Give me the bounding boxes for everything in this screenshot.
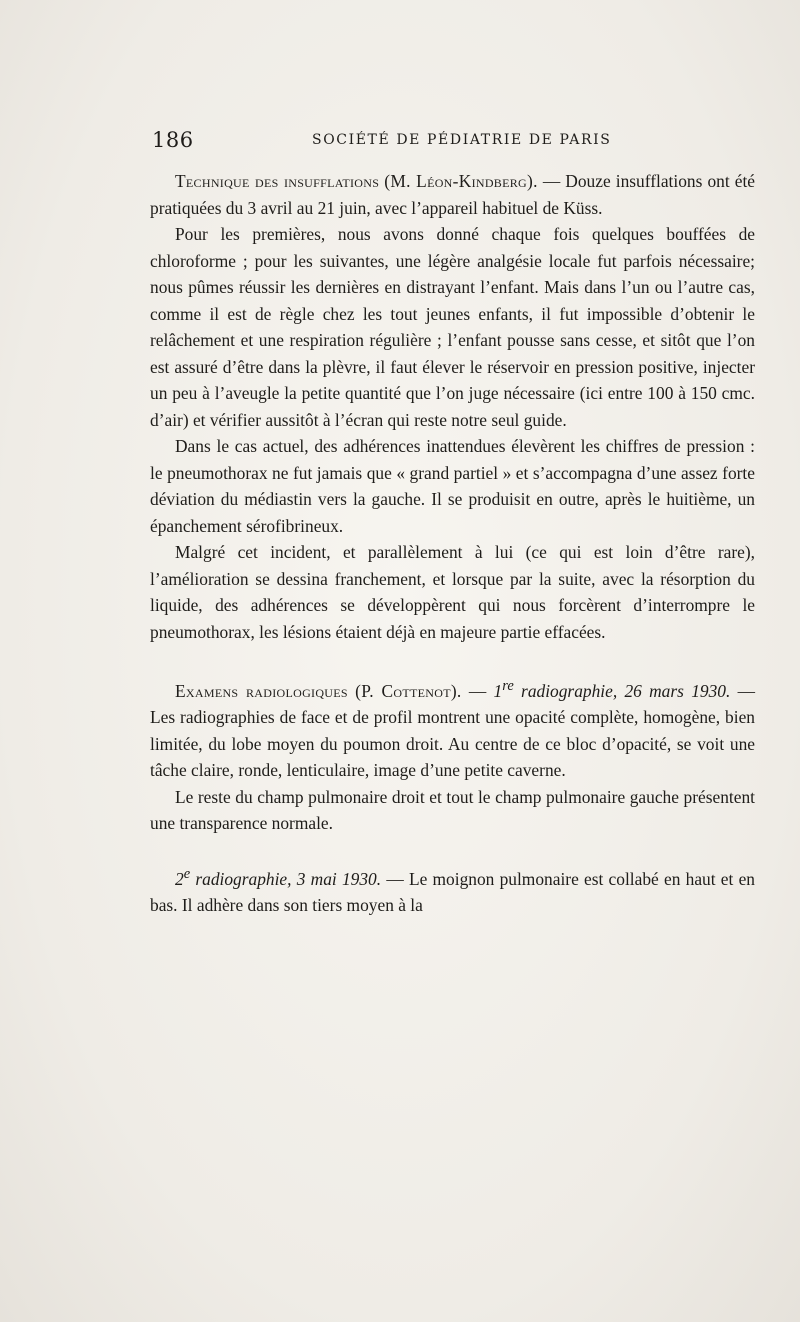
section-gap <box>150 645 755 673</box>
section-gap <box>150 837 755 861</box>
radiographie-label-2: 2e radiographie, 3 mai 1930. <box>175 865 382 889</box>
paragraph-text: Le moignon pulmonaire est collabé en haut et en bas. Il adhère dans son tiers moyen à la <box>150 868 755 916</box>
paragraph-amelioration: Malgré cet incident, et parallèlement à lui (ce qui est loin d’être rare), l’amélioration se dessina franchement, et lorsque par la suite, avec la résorption du liquide, des adhérences se développèrent qui nous forcèrent d’interrompre le pneumothorax, les lésions étaient déjà en majeure partie effacées. <box>150 542 755 642</box>
dash: — <box>461 680 494 701</box>
section-title-examens: Examens radiologiques <box>175 680 348 701</box>
page-number: 186 <box>152 128 194 152</box>
dash: — <box>730 680 755 701</box>
dash: — <box>381 868 409 889</box>
paragraph-text: Douze insufflations ont été pratiquées du 3 avril au 21 juin, avec l’appareil habituel de Küss. <box>150 171 755 218</box>
section-author-technique: (M. Léon-Kindberg). <box>384 171 538 191</box>
paragraph-examens <box>150 673 755 784</box>
dash: — <box>537 171 566 191</box>
section-title-technique: Technique des insufflations <box>175 171 380 191</box>
paragraph-champ-pulmonaire: Le reste du champ pulmonaire droit et tout le champ pulmonaire gauche présentent une transparence normale. <box>150 786 755 834</box>
paragraph-chloroforme: Pour les premières, nous avons donné chaque fois quelques bouffées de chloroforme ; pour les suivantes, une légère analgésie locale fut parfois nécessaire; nous pûmes réussir les dernières en distrayant l’enfant. Mais dans l’un ou l’autre cas, comme il est de règle chez les tout jeunes enfants, il fut impossible d’obtenir le relâchement et une respiration régulière ; l’enfant pousse sans cesse, et sitôt que l’on est assuré d’être dans la plèvre, il faut élever le réservoir en pression positive, injecter un peu à l’aveugle la petite quantité que l’on juge nécessaire (ici entre 100 à 150 cmc. d’air) et vérifier aussitôt à l’écran qui reste notre seul guide. <box>150 224 755 430</box>
paragraph-text: Les radiographies de face et de profil montrent une opacité complète, homogène, bien limitée, du lobe moyen du poumon droit. Au centre de ce bloc d’opacité, se voit une tâche claire, ronde, lenticulaire, image d’une petite caverne. <box>150 707 755 781</box>
running-head: SOCIÉTÉ DE PÉDIATRIE DE PARIS <box>312 132 612 148</box>
section-author-examens: (P. Cottenot). <box>355 680 462 701</box>
paragraph-technique <box>150 168 755 221</box>
page-header <box>152 128 752 158</box>
body-text <box>150 168 755 919</box>
paragraph-radiographie-2 <box>150 861 755 919</box>
paragraph-adherences: Dans le cas actuel, des adhérences inattendues élevèrent les chiffres de pression : le pneumothorax ne fut jamais que « grand partiel » et s’accompagna d’une assez forte déviation du médiastin vers la gauche. Il se produisit en outre, après le huitième, un épanchement sérofibrineux. <box>150 436 755 536</box>
radiographie-label-1: 1re radiographie, 26 mars 1930. <box>493 678 731 701</box>
